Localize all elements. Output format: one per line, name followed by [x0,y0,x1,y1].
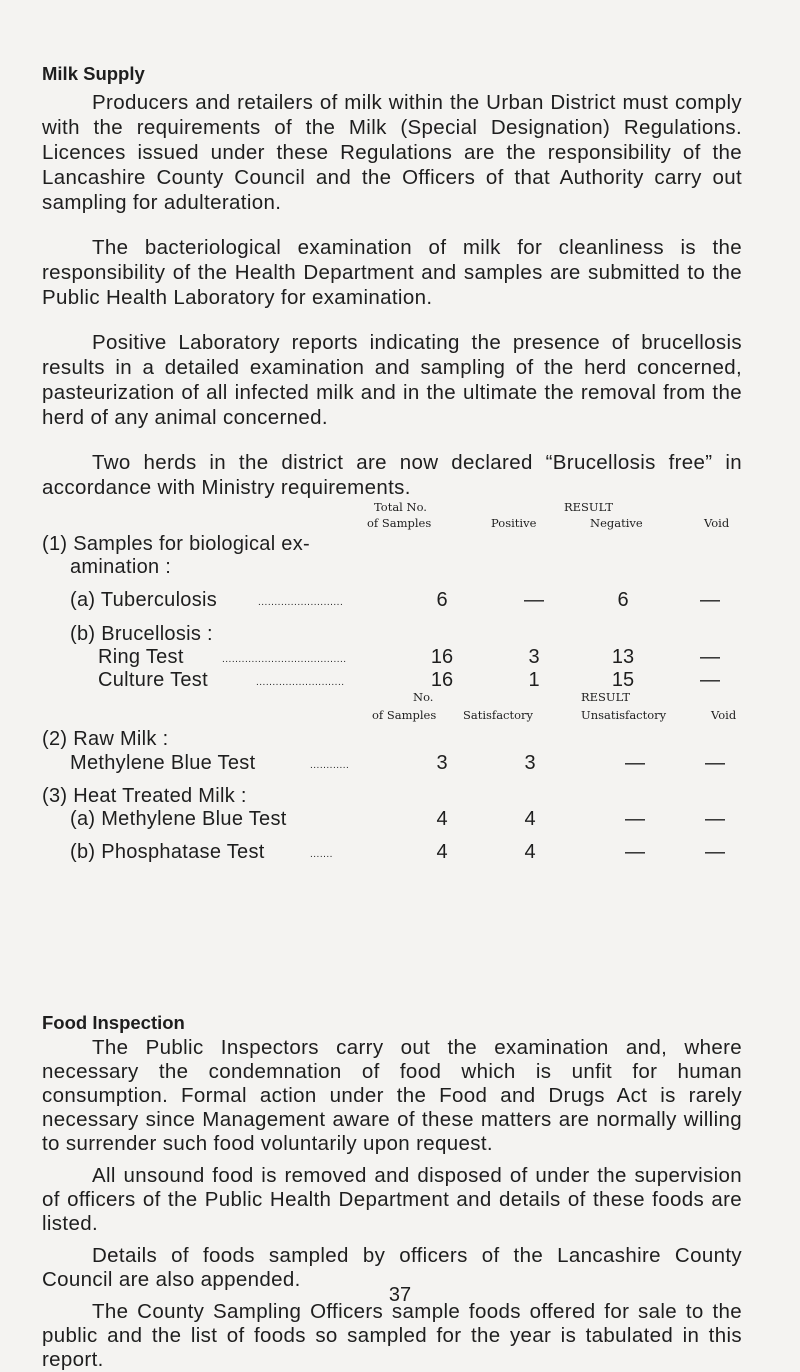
food-paragraph-4: The County Sampling Officers sample foods offered for sale to the public and the list of foods so sampled for the year is tabulated in this report. [42,1300,742,1371]
methylene-raw-satisfactory: 3 [524,752,536,774]
page-number: 37 [388,1284,412,1306]
methylene-heat-no: 4 [436,808,448,830]
ring-test-total: 16 [430,646,454,668]
tuberculosis-total: 6 [436,589,448,611]
phosphatase-void: — [705,841,725,863]
ring-test-positive: 3 [528,646,540,668]
methylene-raw-no: 3 [436,752,448,774]
culture-test-total: 16 [430,669,454,691]
milk-supply-title: Milk Supply [42,63,145,84]
food-paragraph-2: All unsound food is removed and disposed of under the supervision of officers of the Public Health Department and details of these foods are listed. [42,1164,742,1235]
methylene-heat-label: (a) Methylene Blue Test [70,808,287,830]
tuberculosis-label: (a) Tuberculosis [70,589,218,611]
tuberculosis-negative: 6 [617,589,629,611]
food-paragraph-3: Details of foods sampled by officers of the Lancashire County Council are also appended. [42,1244,742,1291]
header2-satisfactory: Satisfactory [463,708,534,722]
header-result: RESULT [564,500,613,514]
header-total-no: Total No. [374,500,427,514]
milk-paragraph-1: Producers and retailers of milk within the Urban District must comply with the requirements of the Milk (Special Designation) Regulations. Licences issued under these Regulations are the responsibility of the Lancashire County Council and the Officers of that Authority carry out sampling for adulteration. [42,91,742,214]
methylene-heat-satisfactory: 4 [524,808,536,830]
milk-paragraph-2: The bacteriological examination of milk for cleanliness is the responsibility of the Health Department and samples are submitted to the Public Health Laboratory for examination. [42,236,742,309]
dot-leader: ........................... [256,677,345,688]
header2-no: No. [413,690,434,704]
food-inspection-section [42,1036,742,1372]
header-of-samples: of Samples [367,516,432,530]
header2-void: Void [711,708,737,722]
methylene-raw-unsatisfactory: — [625,752,645,774]
methylene-heat-unsatisfactory: — [625,808,645,830]
phosphatase-satisfactory: 4 [524,841,536,863]
phosphatase-unsatisfactory: — [625,841,645,863]
section-2-label: (2) Raw Milk : [42,728,169,750]
phosphatase-label: (b) Phosphatase Test [70,841,265,863]
dot-leader: ............ [310,760,350,771]
ring-test-label: Ring Test [98,646,184,668]
tuberculosis-void: — [700,589,720,611]
milk-paragraph-4: Two herds in the district are now declared “Brucellosis free” in accordance with Ministry requirements. [42,451,742,499]
phosphatase-no: 4 [436,841,448,863]
dot-leader: ...................................... [222,654,347,665]
food-paragraph-1: The Public Inspectors carry out the examination and, where necessary the condemnation of food which is unfit for human consumption. Formal action under the Food and Drugs Act is rarely necessary since Management aware of these matters are normally willing to surrender such food voluntarily upon request. [42,1036,742,1155]
section-3-label: (3) Heat Treated Milk : [42,785,247,807]
section-1-label-cont: amination : [70,556,172,578]
header-void: Void [704,516,730,530]
culture-test-positive: 1 [528,669,540,691]
methylene-raw-void: — [705,752,725,774]
methylene-heat-void: — [705,808,725,830]
ring-test-negative: 13 [611,646,635,668]
header2-of-samples: of Samples [372,708,437,722]
methylene-raw-label: Methylene Blue Test [70,752,256,774]
tuberculosis-positive: — [524,589,544,611]
ring-test-void: — [700,646,720,668]
brucellosis-label: (b) Brucellosis : [70,623,213,645]
header2-unsatisfactory: Unsatisfactory [581,708,667,722]
culture-test-void: — [700,669,720,691]
header-positive: Positive [491,516,537,530]
header2-result: RESULT [581,690,630,704]
header-negative: Negative [590,516,643,530]
dot-leader: ....... [310,849,333,860]
section-1-label: (1) Samples for biological ex- [42,533,310,555]
dot-leader: .......................... [258,597,344,608]
food-inspection-title: Food Inspection [42,1012,185,1033]
milk-paragraph-3: Positive Laboratory reports indicating the presence of brucellosis results in a detailed examination and sampling of the herd concerned, pasteurization of all infected milk and in the ultimate the removal from the herd of any animal concerned. [42,331,742,429]
culture-test-negative: 15 [611,669,635,691]
culture-test-label: Culture Test [98,669,208,691]
